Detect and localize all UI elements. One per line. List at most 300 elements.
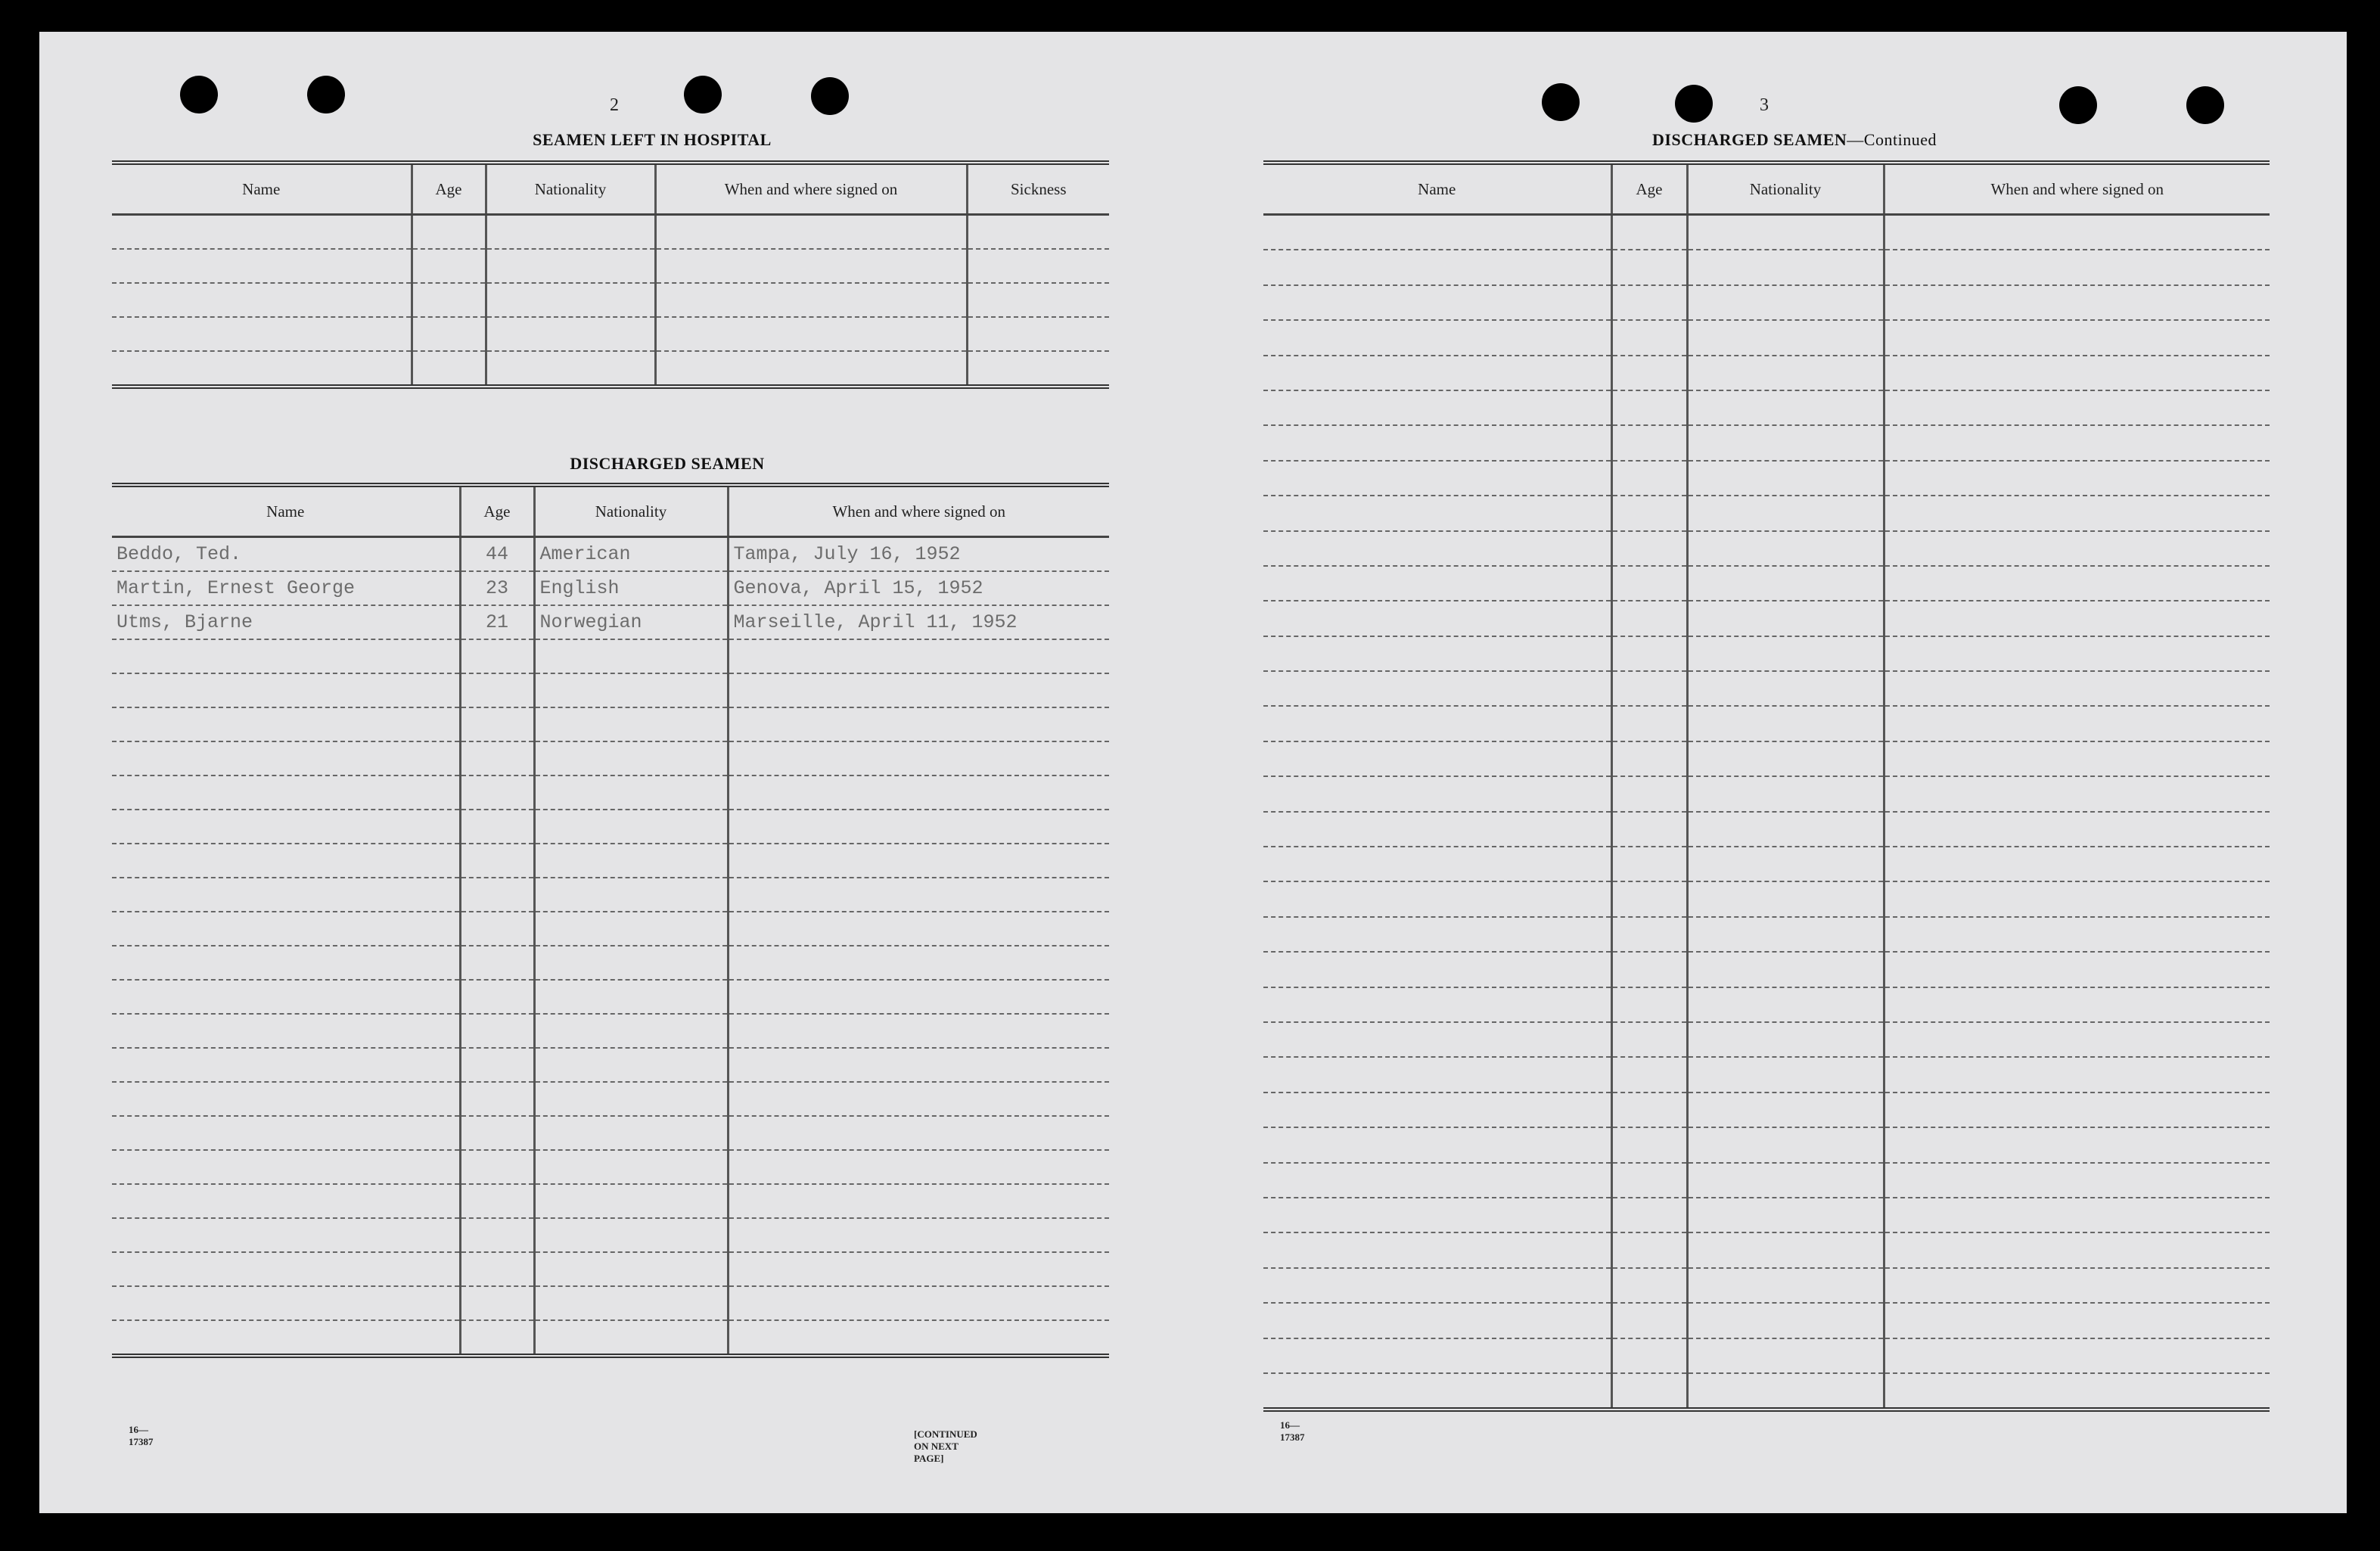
blank-cell <box>1687 847 1884 881</box>
table-row <box>112 980 1109 1014</box>
table-row <box>1263 1232 2270 1267</box>
blank-cell <box>1263 566 1611 601</box>
cell-age <box>460 1014 534 1048</box>
blank-cell <box>1884 1303 2270 1338</box>
blank-cell <box>1611 1373 1687 1407</box>
blank-cell <box>1611 461 1687 496</box>
blank-cell <box>1263 531 1611 566</box>
cell-age <box>460 1286 534 1320</box>
cell-age: 44 <box>460 537 534 572</box>
cell-nationality <box>534 878 728 912</box>
cell-nationality <box>534 639 728 673</box>
table-row <box>1263 531 2270 566</box>
blank-cell <box>1611 320 1687 355</box>
table-row <box>1263 812 2270 847</box>
table-row <box>112 283 1109 317</box>
blank-cell <box>1687 320 1884 355</box>
cell-age <box>460 1218 534 1252</box>
cell-age <box>460 1048 534 1082</box>
blank-cell <box>1687 741 1884 776</box>
blank-cell <box>1263 1057 1611 1092</box>
punch-hole <box>1542 83 1580 121</box>
blank-cell <box>1263 496 1611 530</box>
document-sheet <box>39 32 2347 1513</box>
blank-cell <box>1611 601 1687 636</box>
cell-age: 21 <box>460 605 534 639</box>
column-header: Name <box>1263 165 1611 215</box>
blank-cell <box>1687 1057 1884 1092</box>
form-number: 16—17387 <box>129 1424 154 1447</box>
table-row <box>1263 285 2270 320</box>
table-row <box>1263 1093 2270 1127</box>
table-row <box>112 707 1109 741</box>
blank-cell <box>1884 917 2270 952</box>
blank-cell <box>1263 917 1611 952</box>
blank-cell <box>1884 952 2270 987</box>
table-row <box>112 1320 1109 1354</box>
blank-cell <box>1263 812 1611 847</box>
blank-cell <box>1884 1338 2270 1373</box>
blank-cell <box>1263 952 1611 987</box>
blank-cell <box>1263 671 1611 706</box>
blank-cell <box>1884 1373 2270 1407</box>
right-section-title <box>1507 130 2082 150</box>
cell-signed-on <box>728 1286 1109 1320</box>
blank-cell <box>1687 1198 1884 1232</box>
blank-cell <box>1263 461 1611 496</box>
table-row <box>112 878 1109 912</box>
cell-nationality <box>534 1116 728 1150</box>
blank-cell <box>1687 1268 1884 1303</box>
blank-cell <box>1611 285 1687 320</box>
punch-hole <box>684 76 722 113</box>
cell-name <box>112 776 460 810</box>
punch-hole <box>307 76 345 113</box>
blank-cell <box>1263 1163 1611 1198</box>
punch-hole <box>1675 85 1713 123</box>
column-header: When and where signed on <box>728 487 1109 537</box>
blank-cell <box>1884 881 2270 916</box>
cell-signed-on <box>728 1048 1109 1082</box>
cell-age <box>460 741 534 776</box>
blank-cell <box>1687 636 1884 671</box>
table-row <box>1263 706 2270 741</box>
cell-age <box>460 707 534 741</box>
table-row <box>112 1014 1109 1048</box>
page-number: 2 <box>610 95 619 115</box>
blank-cell <box>1687 881 1884 916</box>
blank-cell <box>1611 671 1687 706</box>
table-row <box>1263 356 2270 390</box>
table-row <box>112 1048 1109 1082</box>
blank-cell <box>1611 706 1687 741</box>
right-header-row <box>1263 165 2270 215</box>
table-row <box>112 810 1109 844</box>
blank-cell <box>1687 987 1884 1022</box>
cell-signed-on <box>728 1184 1109 1218</box>
cell-name: Martin, Ernest George <box>112 571 460 605</box>
table-row <box>112 1184 1109 1218</box>
blank-cell <box>1611 1303 1687 1338</box>
table-row <box>1263 566 2270 601</box>
column-header: Age <box>1611 165 1687 215</box>
cell-age <box>460 1150 534 1184</box>
cell-nationality <box>534 946 728 980</box>
cell-signed-on <box>728 707 1109 741</box>
cell-age <box>460 1116 534 1150</box>
punch-hole <box>180 76 218 113</box>
punch-hole <box>2186 86 2224 124</box>
table-row <box>112 639 1109 673</box>
blank-cell <box>1687 706 1884 741</box>
blank-cell <box>1263 636 1611 671</box>
table-row <box>1263 636 2270 671</box>
cell-name <box>112 844 460 878</box>
blank-cell <box>1263 1232 1611 1267</box>
table-row <box>1263 390 2270 425</box>
cell-nationality <box>534 980 728 1014</box>
blank-cell <box>1884 496 2270 530</box>
blank-cell <box>1263 285 1611 320</box>
blank-cell <box>1884 1093 2270 1127</box>
blank-cell <box>1884 776 2270 811</box>
cell-name <box>112 1218 460 1252</box>
cell-nationality <box>534 673 728 707</box>
blank-cell <box>1687 812 1884 847</box>
blank-cell <box>1884 1268 2270 1303</box>
table-row <box>1263 1163 2270 1198</box>
cell-signed-on <box>728 980 1109 1014</box>
cell-age <box>460 673 534 707</box>
table-row <box>112 351 1109 384</box>
cell-name <box>112 878 460 912</box>
column-header: When and where signed on <box>1884 165 2270 215</box>
cell-name <box>112 707 460 741</box>
blank-cell <box>1263 881 1611 916</box>
blank-cell <box>1611 496 1687 530</box>
blank-cell <box>1611 881 1687 916</box>
blank-cell <box>1687 390 1884 425</box>
cell-signed-on: Tampa, July 16, 1952 <box>728 537 1109 572</box>
table-row <box>112 1116 1109 1150</box>
cell-signed-on <box>728 810 1109 844</box>
blank-cell <box>1611 531 1687 566</box>
cell-name <box>112 639 460 673</box>
blank-cell <box>1611 1232 1687 1267</box>
cell-name <box>112 1150 460 1184</box>
hospital-header-row <box>112 165 1109 215</box>
table-row <box>112 946 1109 980</box>
table-row <box>1263 320 2270 355</box>
cell-name <box>112 1014 460 1048</box>
discharged-table <box>112 483 1109 1358</box>
blank-cell <box>1263 776 1611 811</box>
table-row <box>112 605 1109 639</box>
cell-nationality <box>534 912 728 946</box>
cell-nationality <box>534 1184 728 1218</box>
column-header: Nationality <box>486 165 655 215</box>
title-main: DISCHARGED SEAMEN <box>1652 130 1847 149</box>
table-row <box>112 1286 1109 1320</box>
cell-nationality <box>534 844 728 878</box>
blank-cell <box>1263 987 1611 1022</box>
blank-cell <box>1687 601 1884 636</box>
table-row <box>1263 1057 2270 1092</box>
blank-cell <box>1611 812 1687 847</box>
blank-cell <box>1263 215 1611 250</box>
blank-cell <box>1687 1127 1884 1162</box>
blank-cell <box>1263 1127 1611 1162</box>
table-row <box>112 249 1109 283</box>
blank-cell <box>1884 1198 2270 1232</box>
table-row <box>1263 1338 2270 1373</box>
blank-cell <box>1687 1093 1884 1127</box>
table-row <box>1263 1373 2270 1407</box>
blank-cell <box>1687 356 1884 390</box>
discharged-header-row <box>112 487 1109 537</box>
blank-cell <box>1611 917 1687 952</box>
blank-cell <box>1687 1022 1884 1057</box>
cell-signed-on <box>728 912 1109 946</box>
cell-nationality: Norwegian <box>534 605 728 639</box>
blank-cell <box>1687 285 1884 320</box>
cell-signed-on <box>728 1150 1109 1184</box>
cell-age <box>460 878 534 912</box>
blank-cell <box>1263 320 1611 355</box>
cell-nationality <box>534 1252 728 1286</box>
blank-cell <box>1263 847 1611 881</box>
table-row <box>112 317 1109 351</box>
table-row <box>112 776 1109 810</box>
cell-nationality <box>534 1218 728 1252</box>
cell-nationality <box>534 1320 728 1354</box>
table-row <box>1263 1198 2270 1232</box>
cell-age: 23 <box>460 571 534 605</box>
cell-age <box>460 980 534 1014</box>
title-suffix: —Continued <box>1847 130 1937 149</box>
column-header: Nationality <box>534 487 728 537</box>
cell-nationality <box>534 1082 728 1116</box>
cell-age <box>460 946 534 980</box>
cell-name <box>112 1082 460 1116</box>
blank-cell <box>1884 320 2270 355</box>
table-row <box>112 741 1109 776</box>
blank-cell <box>1687 425 1884 460</box>
blank-cell <box>1884 1022 2270 1057</box>
punch-hole <box>811 77 849 115</box>
column-header: Age <box>412 165 486 215</box>
column-header: Name <box>112 487 460 537</box>
cell-signed-on <box>728 1116 1109 1150</box>
blank-cell <box>1263 1093 1611 1127</box>
cell-nationality <box>534 707 728 741</box>
blank-cell <box>1884 671 2270 706</box>
cell-signed-on <box>728 776 1109 810</box>
blank-cell <box>1611 952 1687 987</box>
cell-signed-on <box>728 673 1109 707</box>
blank-cell <box>1611 987 1687 1022</box>
cell-signed-on: Marseille, April 11, 1952 <box>728 605 1109 639</box>
continued-note: [CONTINUED ON NEXT PAGE] <box>914 1428 977 1464</box>
blank-cell <box>1884 601 2270 636</box>
blank-cell <box>1884 1232 2270 1267</box>
table-row <box>1263 952 2270 987</box>
blank-cell <box>1687 776 1884 811</box>
table-row <box>1263 1268 2270 1303</box>
table-row <box>1263 461 2270 496</box>
blank-cell <box>1611 390 1687 425</box>
cell-name <box>112 946 460 980</box>
table-row <box>112 537 1109 572</box>
cell-signed-on: Genova, April 15, 1952 <box>728 571 1109 605</box>
cell-nationality <box>534 1286 728 1320</box>
table-row <box>1263 1127 2270 1162</box>
blank-cell <box>1687 1373 1884 1407</box>
blank-cell <box>1884 390 2270 425</box>
cell-nationality <box>534 1150 728 1184</box>
cell-nationality <box>534 776 728 810</box>
table-row <box>1263 881 2270 916</box>
cell-name <box>112 1320 460 1354</box>
cell-nationality: English <box>534 571 728 605</box>
cell-age <box>460 844 534 878</box>
blank-cell <box>1884 812 2270 847</box>
table-row <box>1263 776 2270 811</box>
cell-name <box>112 1184 460 1218</box>
cell-nationality <box>534 1014 728 1048</box>
blank-cell <box>1884 531 2270 566</box>
cell-name <box>112 1252 460 1286</box>
blank-cell <box>1611 741 1687 776</box>
cell-nationality <box>534 741 728 776</box>
punch-hole <box>2059 86 2097 124</box>
blank-cell <box>1611 1198 1687 1232</box>
table-row <box>1263 496 2270 530</box>
cell-age <box>460 1252 534 1286</box>
cell-nationality <box>534 810 728 844</box>
blank-cell <box>1263 250 1611 284</box>
blank-cell <box>1263 1373 1611 1407</box>
blank-cell <box>1611 356 1687 390</box>
cell-age <box>460 1320 534 1354</box>
blank-cell <box>1687 1303 1884 1338</box>
blank-cell <box>1611 636 1687 671</box>
table-row <box>1263 425 2270 460</box>
blank-cell <box>1611 1057 1687 1092</box>
table-row <box>112 215 1109 250</box>
cell-nationality: American <box>534 537 728 572</box>
cell-signed-on <box>728 1320 1109 1354</box>
table-row <box>112 673 1109 707</box>
hospital-table <box>112 160 1109 389</box>
table-row <box>112 912 1109 946</box>
table-row <box>1263 847 2270 881</box>
table-row <box>1263 1022 2270 1057</box>
cell-signed-on <box>728 844 1109 878</box>
cell-signed-on <box>728 741 1109 776</box>
cell-signed-on <box>728 1252 1109 1286</box>
blank-cell <box>1263 390 1611 425</box>
blank-cell <box>1884 636 2270 671</box>
cell-name <box>112 1048 460 1082</box>
cell-age <box>460 912 534 946</box>
blank-cell <box>1884 215 2270 250</box>
cell-signed-on <box>728 878 1109 912</box>
table-row <box>1263 741 2270 776</box>
blank-cell <box>1263 1338 1611 1373</box>
discharged-continued-table <box>1263 160 2270 1412</box>
cell-signed-on <box>728 639 1109 673</box>
table-row <box>1263 215 2270 250</box>
column-header: Age <box>460 487 534 537</box>
blank-cell <box>1884 425 2270 460</box>
cell-signed-on <box>728 1218 1109 1252</box>
cell-age <box>460 639 534 673</box>
cell-age <box>460 1184 534 1218</box>
blank-cell <box>1884 461 2270 496</box>
table-row <box>1263 671 2270 706</box>
blank-cell <box>1884 356 2270 390</box>
table-row <box>1263 987 2270 1022</box>
blank-cell <box>1884 1163 2270 1198</box>
blank-cell <box>1263 1198 1611 1232</box>
blank-cell <box>1884 741 2270 776</box>
blank-cell <box>1884 987 2270 1022</box>
blank-cell <box>1611 1268 1687 1303</box>
blank-cell <box>1884 250 2270 284</box>
blank-cell <box>1263 1268 1611 1303</box>
cell-age <box>460 1082 534 1116</box>
blank-cell <box>1263 706 1611 741</box>
blank-cell <box>1687 952 1884 987</box>
table-row <box>112 1150 1109 1184</box>
cell-name <box>112 1286 460 1320</box>
blank-cell <box>1884 1057 2270 1092</box>
blank-cell <box>1263 741 1611 776</box>
blank-cell <box>1611 1163 1687 1198</box>
blank-cell <box>1687 1338 1884 1373</box>
table-row <box>1263 601 2270 636</box>
page-number: 3 <box>1760 95 1769 115</box>
blank-cell <box>1687 496 1884 530</box>
blank-cell <box>1263 601 1611 636</box>
blank-cell <box>1263 356 1611 390</box>
blank-cell <box>1263 425 1611 460</box>
cell-signed-on <box>728 1082 1109 1116</box>
table-row <box>112 571 1109 605</box>
table-row <box>112 1252 1109 1286</box>
discharged-section-title: DISCHARGED SEAMEN <box>570 454 765 473</box>
column-header: Nationality <box>1687 165 1884 215</box>
blank-cell <box>1611 425 1687 460</box>
blank-cell <box>1263 1303 1611 1338</box>
blank-cell <box>1687 461 1884 496</box>
cell-name <box>112 980 460 1014</box>
blank-cell <box>1884 847 2270 881</box>
table-row <box>1263 917 2270 952</box>
cell-age <box>460 776 534 810</box>
column-header: When and where signed on <box>655 165 967 215</box>
blank-cell <box>1687 250 1884 284</box>
blank-cell <box>1611 215 1687 250</box>
cell-name <box>112 912 460 946</box>
blank-cell <box>1263 1022 1611 1057</box>
blank-cell <box>1687 1163 1884 1198</box>
cell-name <box>112 673 460 707</box>
cell-name <box>112 741 460 776</box>
blank-cell <box>1611 847 1687 881</box>
blank-cell <box>1611 566 1687 601</box>
